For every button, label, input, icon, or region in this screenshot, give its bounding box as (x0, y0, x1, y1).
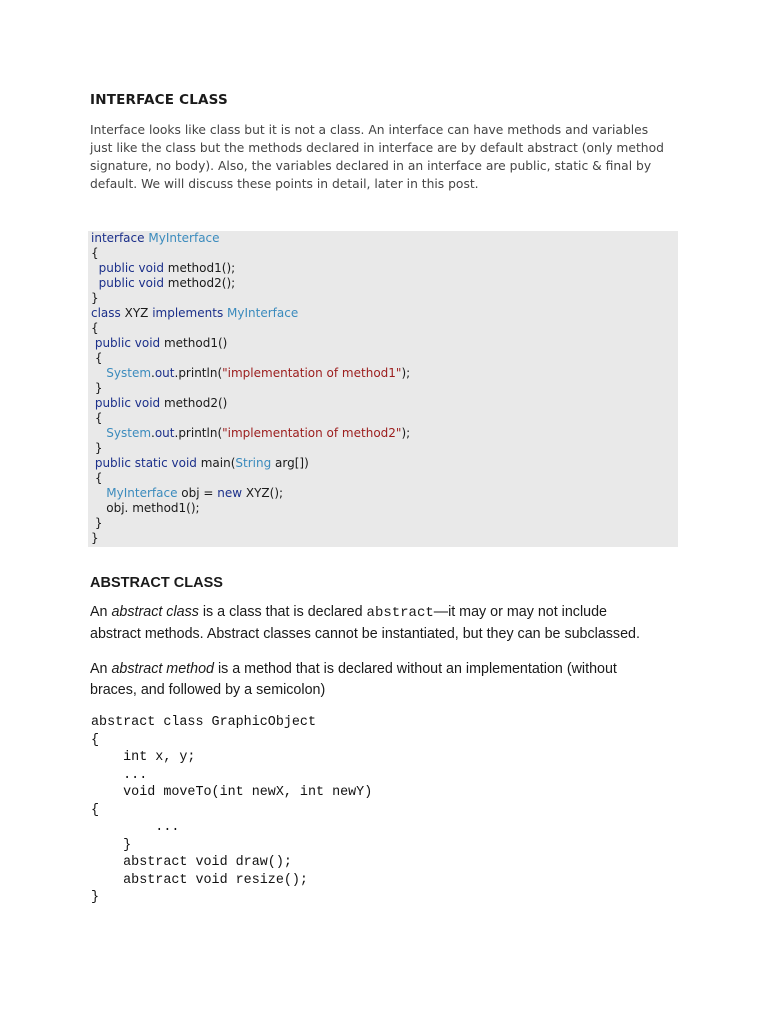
code-line: } (91, 890, 100, 905)
intro-line: Interface looks like class but it is not a class. An interface can have methods and variables (90, 123, 649, 137)
code-line: public void method2(); (98, 276, 236, 290)
code-line: abstract void draw(); (91, 855, 292, 870)
code-line: { (91, 321, 99, 335)
code-line: System.out.println("implementation of method2"); (106, 426, 411, 440)
interface-class-heading: INTERFACE CLASS (90, 92, 228, 108)
emphasis-term: abstract method (111, 661, 214, 677)
code-line: public void method2() (94, 396, 228, 410)
paragraph-line: abstract methods. Abstract classes cannot be instantiated, but they can be subclassed. (90, 626, 640, 642)
code-line: { (94, 411, 103, 425)
intro-line: just like the class but the methods declared in interface are by default abstract (only method (90, 141, 664, 155)
code-line: } (91, 531, 99, 545)
paragraph-line: braces, and followed by a semicolon) (90, 682, 326, 698)
inline-code: abstract (366, 605, 434, 621)
code-line: System.out.println("implementation of method1"); (106, 366, 411, 380)
code-line: { (91, 246, 99, 260)
code-line: } (94, 381, 103, 395)
code-line: ... (91, 767, 148, 783)
code-line: interface MyInterface (91, 231, 220, 245)
abstract-class-paragraph (90, 602, 690, 645)
code-line: abstract void resize(); (91, 872, 308, 888)
code-line: ... (91, 820, 180, 835)
code-line: { (91, 732, 100, 748)
code-line: class XYZ implements MyInterface (91, 306, 299, 320)
code-line: public void method1(); (98, 261, 236, 275)
code-line: { (91, 802, 100, 818)
abstract-method-paragraph (90, 659, 690, 701)
code-line: } (94, 516, 103, 530)
code-line: abstract class GraphicObject (91, 715, 316, 730)
code-line: void moveTo(int newX, int newY) (91, 785, 373, 800)
interface-code-block (91, 231, 410, 546)
code-line: { (94, 351, 103, 365)
code-line: int x, y; (91, 750, 196, 765)
abstract-code-block (91, 714, 372, 907)
code-line: obj. method1(); (106, 501, 200, 515)
abstract-class-heading: ABSTRACT CLASS (90, 575, 223, 591)
code-line: public static void main(String arg[]) (94, 456, 309, 470)
paragraph-line: An abstract class is a class that is declared abstract—it may or may not include (90, 604, 607, 621)
interface-intro-paragraph (90, 121, 690, 193)
paragraph-line: An abstract method is a method that is declared without an implementation (without (90, 661, 617, 677)
code-line: MyInterface obj = new XYZ(); (106, 486, 284, 500)
code-line: } (91, 837, 132, 853)
code-line: { (94, 471, 103, 485)
code-line: public void method1() (94, 336, 228, 350)
intro-line: default. We will discuss these points in detail, later in this post. (90, 177, 479, 191)
code-line: } (91, 291, 99, 305)
code-line: } (94, 441, 103, 455)
emphasis-term: abstract class (111, 604, 199, 620)
intro-line: signature, no body). Also, the variables declared in an interface are public, static & final by (90, 159, 652, 173)
